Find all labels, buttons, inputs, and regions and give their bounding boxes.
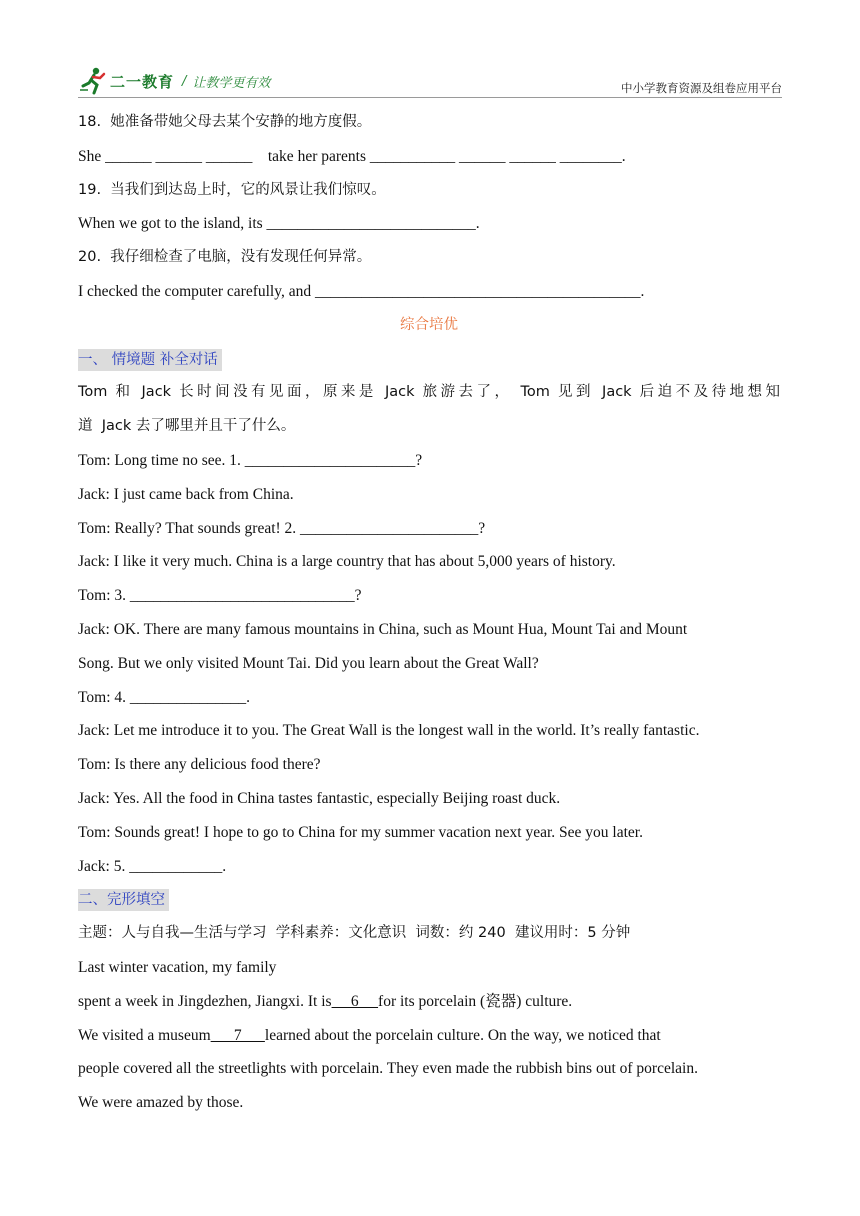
header-divider xyxy=(78,97,782,98)
dialogue-line: Tom: Long time no see. 1. ______________________? xyxy=(78,451,423,469)
logo-slash: / xyxy=(182,73,187,89)
cloze-blank-6[interactable]: 6 xyxy=(331,992,379,1010)
question-18-chinese: 18. 她准备带她父母去某个安静的地方度假。 xyxy=(78,114,372,130)
passage-line-5: We were amazed by those. xyxy=(78,1094,244,1112)
section-1-intro-line-2: 道 Jack 去了哪里并且干了什么。 xyxy=(78,418,296,435)
dialogue-line: Jack: Let me introduce it to you. The Great Wall is the longest wall in the world. It’s really fantastic. xyxy=(78,722,700,740)
dialogue-line: Tom: Really? That sounds great! 2. _______________________? xyxy=(78,519,486,537)
question-19-chinese: 19. 当我们到达岛上时，它的风景让我们惊叹。 xyxy=(78,181,386,198)
logo xyxy=(78,66,270,96)
question-18-english: She ______ ______ ______ take her parents ___________ ______ ______ ________. xyxy=(78,147,626,165)
passage-line-4: people covered all the streetlights with porcelain. They even made the rubbish bins out of porcelain. xyxy=(78,1060,698,1078)
dialogue-line: Tom: Is there any delicious food there? xyxy=(78,756,321,774)
dialogue-line: Jack: I just came back from China. xyxy=(78,485,294,503)
question-20-english: I checked the computer carefully, and __________________________________________. xyxy=(78,282,645,300)
dialogue-line: Tom: 4. _______________. xyxy=(78,688,250,706)
passage-line-1: Last winter vacation, my family xyxy=(78,958,277,976)
question-20-chinese: 20. 我仔细检查了电脑，没有发现任何异常。 xyxy=(78,249,372,266)
document-body xyxy=(78,106,780,1120)
section-2-theme: 主题：人与自我—生活与学习 学科素养：文化意识 词数：约 240 建议用时：5 分钟 xyxy=(78,925,631,942)
section-1-title: 一、 情境题 补全对话 xyxy=(78,349,222,371)
passage-text: learned about the porcelain culture. On the way, we noticed that xyxy=(264,1026,661,1044)
dialogue-line: Jack: 5. ____________. xyxy=(78,857,227,875)
dialogue-line: Jack: Yes. All the food in China tastes fantastic, especially Beijing roast duck. xyxy=(78,789,561,807)
page-header xyxy=(78,64,782,100)
logo-tagline: 让教学更有效 xyxy=(192,75,271,91)
question-19-english: When we got to the island, its ___________________________. xyxy=(78,215,480,233)
dialogue-line: Jack: OK. There are many famous mountains in China, such as Mount Hua, Mount Tai and Mount xyxy=(78,620,688,638)
section-2-title-row xyxy=(78,883,780,917)
platform-name: 中小学教育资源及组卷应用平台 xyxy=(621,81,782,95)
passage-line-2 xyxy=(78,985,780,1019)
dialogue-line: Jack: I like it very much. China is a large country that has about 5,000 years of history. xyxy=(78,553,616,571)
passage-text: spent a week in Jingdezhen, Jiangxi. It is xyxy=(78,992,332,1010)
section-1-intro-line-1: Tom 和 Jack 长时间没有见面，原来是 Jack 旅游去了， Tom 见到 Jack 后迫不及待地想知 xyxy=(78,384,780,401)
passage-line-3 xyxy=(78,1019,780,1053)
cloze-blank-7[interactable]: 7 xyxy=(210,1026,265,1044)
section-heading-comprehensive: 综合培优 xyxy=(400,316,458,333)
passage-text: for its porcelain (瓷器) culture. xyxy=(378,992,573,1010)
section-1-title-row xyxy=(78,343,780,377)
section-2-title: 二、完形填空 xyxy=(78,889,169,911)
dialogue-line: Tom: Sounds great! I hope to go to China for my summer vacation next year. See you later. xyxy=(78,823,643,841)
dialogue-line: Song. But we only visited Mount Tai. Did you learn about the Great Wall? xyxy=(78,654,539,672)
runner-logo-icon xyxy=(78,66,108,96)
dialogue-line: Tom: 3. _____________________________? xyxy=(78,587,362,605)
logo-text: 二一教育 xyxy=(110,72,175,91)
passage-text: We visited a museum xyxy=(78,1026,211,1044)
